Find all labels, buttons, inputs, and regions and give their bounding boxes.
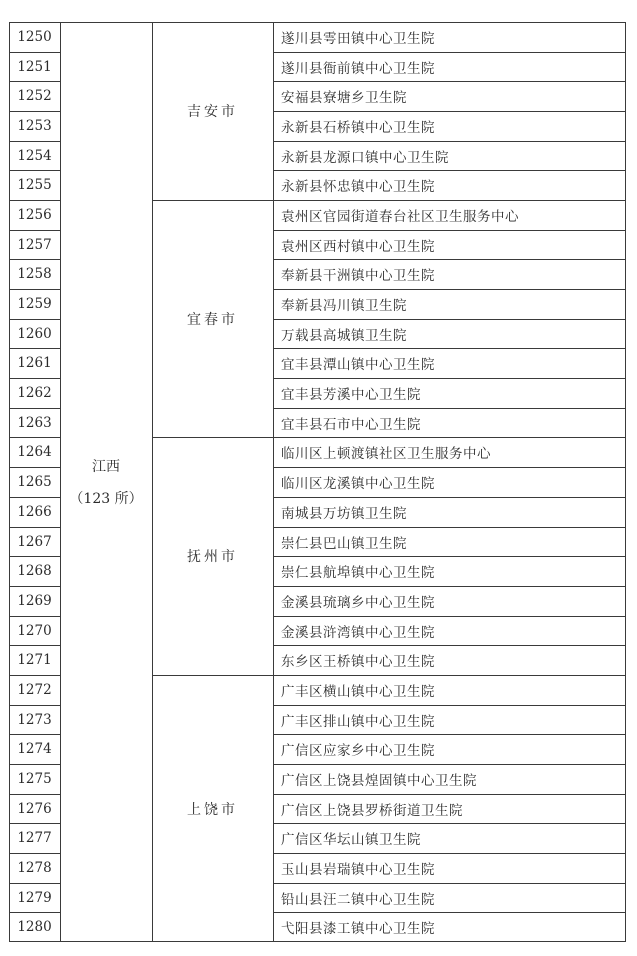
row-number: 1266 [17, 504, 52, 520]
hospital-name: 崇仁县巴山镇卫生院 [281, 535, 407, 552]
row-number: 1278 [17, 860, 52, 876]
row-number: 1265 [17, 474, 52, 490]
hospital-name: 广信区华坛山镇卫生院 [281, 832, 421, 848]
hospital-name: 广丰区排山镇中心卫生院 [281, 713, 435, 730]
hospital-name: 永新县怀忠镇中心卫生院 [281, 179, 435, 195]
hospital-name: 崇仁县航埠镇中心卫生院 [281, 565, 435, 581]
row-number: 1257 [17, 236, 52, 253]
hospital-name: 南城县万坊镇卫生院 [281, 506, 407, 522]
hospital-name: 弋阳县漆工镇中心卫生院 [281, 921, 435, 937]
row-number: 1260 [17, 325, 52, 342]
hospital-table [9, 22, 626, 942]
row-number: 1274 [17, 741, 52, 757]
row-number: 1253 [17, 118, 52, 134]
hospital-name: 宜丰县潭山镇中心卫生院 [281, 357, 435, 373]
hospital-name: 万载县高城镇卫生院 [281, 327, 407, 344]
row-number: 1269 [17, 593, 52, 609]
hospital-name: 奉新县干洲镇中心卫生院 [281, 268, 435, 284]
hospital-name: 东乡区王桥镇中心卫生院 [281, 654, 435, 670]
city-cell: 抚州市 [187, 549, 238, 565]
city-cell: 吉安市 [187, 104, 238, 120]
row-number: 1264 [17, 444, 52, 460]
hospital-name: 遂川县雩田镇中心卫生院 [281, 31, 435, 47]
hospital-name: 宜丰县芳溪中心卫生院 [281, 387, 421, 403]
hospital-name: 安福县寮塘乡卫生院 [281, 90, 407, 106]
hospital-name: 广信区应家乡中心卫生院 [281, 743, 435, 759]
hospital-name: 金溪县琉璃乡中心卫生院 [281, 595, 435, 611]
province-count: （123 所） [69, 491, 143, 507]
hospital-name: 广信区上饶县煌固镇中心卫生院 [281, 773, 477, 789]
row-number: 1250 [17, 29, 52, 45]
row-number: 1272 [17, 682, 52, 698]
hospital-name: 宜丰县石市中心卫生院 [281, 416, 421, 433]
row-number: 1276 [17, 800, 52, 817]
province-name: 江西 [92, 459, 120, 475]
hospital-name: 广信区上饶县罗桥街道卫生院 [281, 802, 463, 819]
hospital-name: 遂川县衙前镇中心卫生院 [281, 60, 435, 77]
hospital-name: 奉新县冯川镇卫生院 [281, 298, 407, 314]
hospital-name: 袁州区西村镇中心卫生院 [281, 238, 435, 255]
province-cell [60, 22, 152, 942]
row-number: 1275 [17, 771, 52, 787]
hospital-name: 临川区龙溪镇中心卫生院 [281, 476, 435, 492]
row-number: 1280 [17, 919, 52, 935]
hospital-name: 永新县龙源口镇中心卫生院 [281, 149, 449, 166]
row-number: 1273 [17, 711, 52, 728]
row-number: 1268 [17, 563, 52, 579]
hospital-name: 金溪县浒湾镇中心卫生院 [281, 624, 435, 641]
row-number: 1267 [17, 533, 52, 550]
hospital-name: 广丰区横山镇中心卫生院 [281, 684, 435, 700]
city-cell: 上饶市 [187, 801, 238, 818]
hospital-name: 袁州区官园街道春台社区卫生服务中心 [281, 209, 519, 225]
row-number: 1279 [17, 889, 52, 906]
row-number: 1258 [17, 266, 52, 282]
city-cell: 宜春市 [187, 311, 238, 328]
row-number: 1277 [17, 830, 52, 846]
row-number: 1259 [17, 296, 52, 312]
row-number: 1252 [17, 88, 52, 104]
row-number: 1270 [17, 622, 52, 639]
row-number: 1251 [17, 58, 52, 75]
row-number: 1255 [17, 177, 52, 193]
hospital-name: 永新县石桥镇中心卫生院 [281, 120, 435, 136]
row-number: 1261 [17, 355, 52, 371]
hospital-name: 玉山县岩瑞镇中心卫生院 [281, 862, 435, 878]
row-number: 1262 [17, 385, 52, 401]
row-number: 1254 [17, 147, 52, 164]
row-number: 1256 [17, 207, 52, 223]
hospital-name: 铅山县汪二镇中心卫生院 [281, 891, 435, 908]
column-divider [60, 22, 61, 942]
row-number: 1263 [17, 414, 52, 431]
row-number: 1271 [17, 652, 52, 668]
hospital-name: 临川区上顿渡镇社区卫生服务中心 [281, 446, 491, 462]
